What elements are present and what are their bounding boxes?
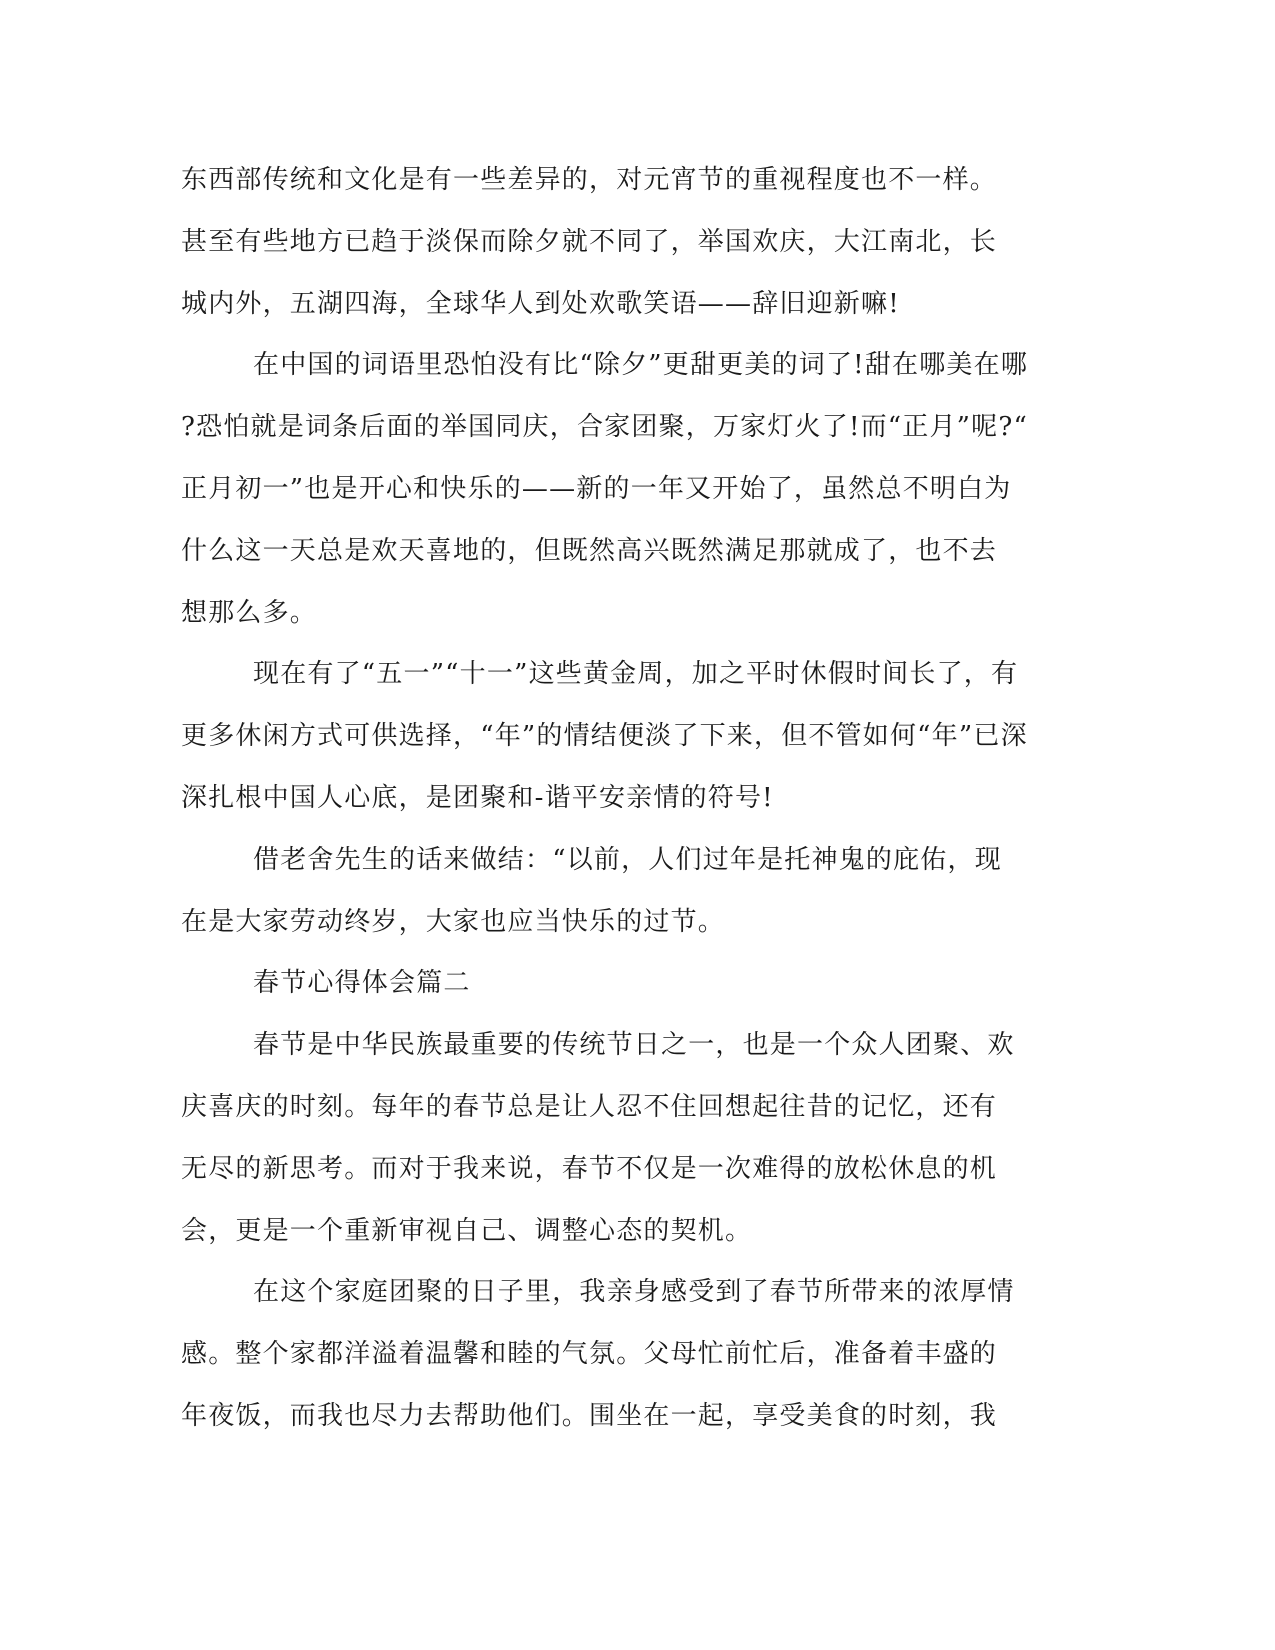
- body-text: [181, 150, 1051, 1448]
- text-line: 庆喜庆的时刻。每年的春节总是让人忍不住回想起往昔的记忆，还有: [181, 1091, 998, 1122]
- paragraph-start-line: 春节是中华民族最重要的传统节日之一，也是一个众人团聚、欢: [253, 1030, 1015, 1061]
- text-line: 会，更是一个重新审视自己、调整心态的契机。: [181, 1215, 753, 1246]
- text-line: 城内外，五湖四海，全球华人到处欢歌笑语——辞旧迎新嘛!: [181, 288, 900, 319]
- paragraph-start-line: 借老舍先生的话来做结：“以前，人们过年是托神鬼的庇佑，现: [253, 844, 1002, 875]
- text-line: 什么这一天总是欢天喜地的，但既然高兴既然满足那就成了，也不去: [181, 535, 998, 566]
- text-line: 感。整个家都洋溢着温馨和睦的气氛。父母忙前忙后，准备着丰盛的: [181, 1339, 998, 1370]
- text-line: 想那么多。: [181, 597, 318, 628]
- paragraph-start-line: 在这个家庭团聚的日子里，我亲身感受到了春节所带来的浓厚情: [253, 1277, 1015, 1308]
- text-line: 更多休闲方式可供选择，“年”的情结便淡了下来，但不管如何“年”已深: [181, 721, 1028, 752]
- text-line: ?恐怕就是词条后面的举国同庆，合家团聚，万家灯火了!而“正月”呢?“: [181, 412, 1029, 443]
- text-line: 无尽的新思考。而对于我来说，春节不仅是一次难得的放松休息的机: [181, 1153, 998, 1184]
- paragraph-start-line: 现在有了“五一”“十一”这些黄金周，加之平时休假时间长了，有: [253, 659, 1019, 690]
- text-line: 深扎根中国人心底，是团聚和-谐平安亲情的符号!: [181, 782, 774, 813]
- text-line: 正月初一”也是开心和快乐的——新的一年又开始了，虽然总不明白为: [181, 473, 1012, 504]
- paragraph-start-line: 在中国的词语里恐怕没有比“除夕”更甜更美的词了!甜在哪美在哪: [253, 350, 1029, 381]
- section-heading: 春节心得体会篇二: [253, 968, 471, 999]
- text-line: 甚至有些地方已趋于淡保而除夕就不同了，举国欢庆，大江南北，长: [181, 226, 998, 257]
- text-line: 年夜饭，而我也尽力去帮助他们。围坐在一起，享受美食的时刻，我: [181, 1400, 998, 1431]
- text-line: 在是大家劳动终岁，大家也应当快乐的过节。: [181, 906, 726, 937]
- text-line: 东西部传统和文化是有一些差异的，对元宵节的重视程度也不一样。: [181, 165, 998, 195]
